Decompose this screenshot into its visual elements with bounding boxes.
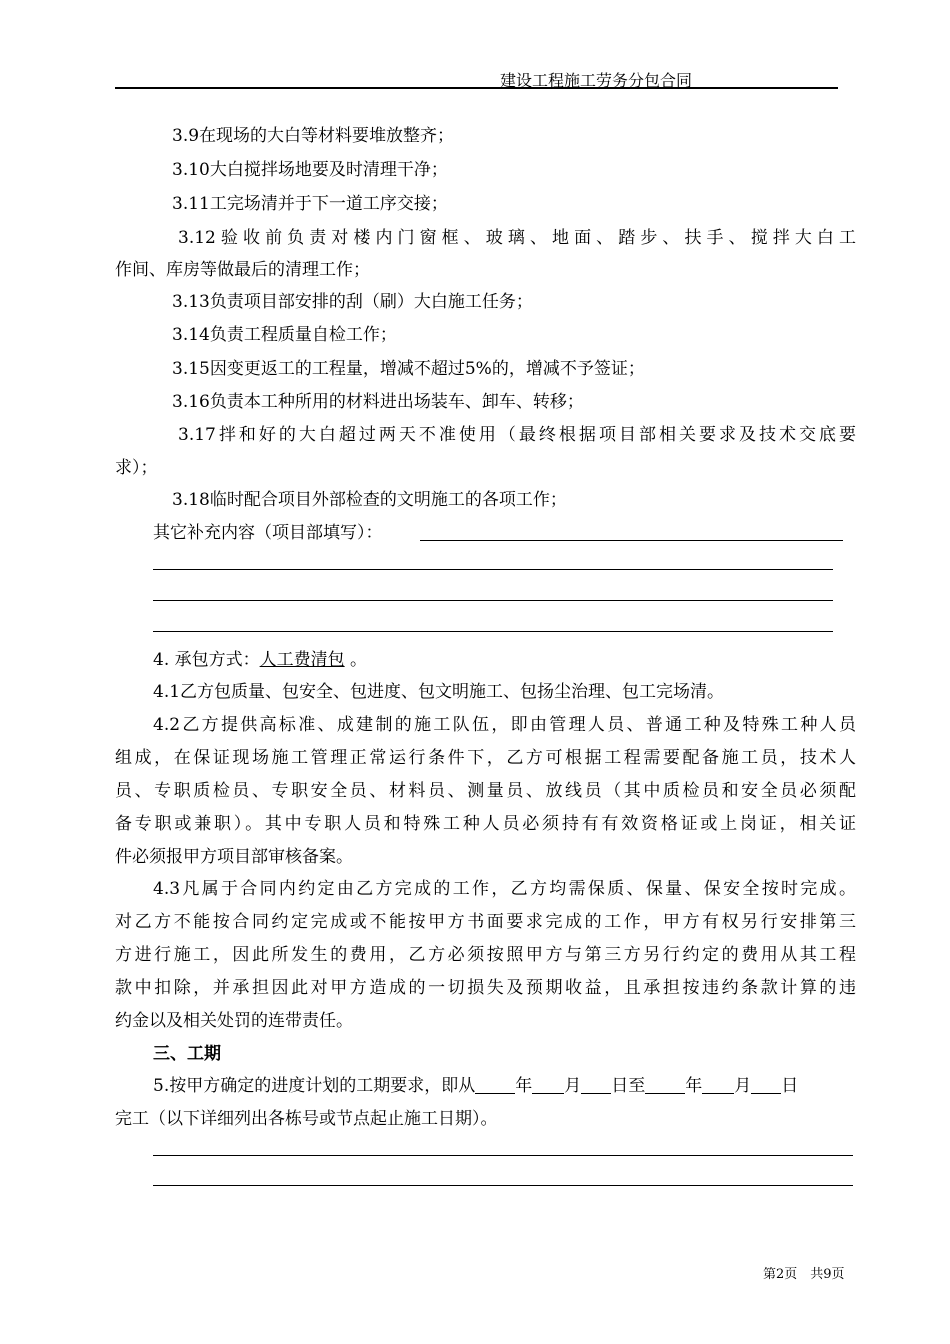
clause-3-17-line1: 3.17拌和好的大白超过两天不准使用（最终根据项目部相关要求及技术交底要 xyxy=(178,425,856,445)
clause-5-line1 xyxy=(153,1074,798,1098)
end-day-blank[interactable] xyxy=(751,1075,781,1094)
clause-3-13: 3.13负责项目部安排的刮（刷）大白施工任务； xyxy=(172,292,533,312)
start-day-to: 日至 xyxy=(611,1076,646,1096)
clause-3-11: 3.11工完场清并于下一道工序交接； xyxy=(172,194,448,214)
start-month-blank[interactable] xyxy=(532,1075,564,1094)
clause-4-3-line5: 约金以及相关处罚的连带责任。 xyxy=(115,1011,353,1031)
contract-mode-label: 4. 承包方式： xyxy=(153,650,260,670)
clause-3-9: 3.9在现场的大白等材料要堆放整齐； xyxy=(172,126,455,146)
start-year-blank[interactable] xyxy=(475,1075,515,1094)
section-3-heading: 三、工期 xyxy=(153,1044,221,1064)
start-year-unit: 年 xyxy=(515,1076,533,1096)
clause-5-line2: 完工（以下详细列出各栋号或节点起止施工日期）。 xyxy=(115,1109,498,1129)
clause-3-10: 3.10大白搅拌场地要及时清理干净； xyxy=(172,160,448,180)
clause-4-3-line2: 对乙方不能按合同约定完成或不能按甲方书面要求完成的工作，甲方有权另行安排第三 xyxy=(115,912,856,932)
clause-4-2-line2: 组成，在保证现场施工管理正常运行条件下，乙方可根据工程需要配备施工员，技术人 xyxy=(115,748,856,768)
end-day-unit: 日 xyxy=(781,1076,799,1096)
document-header-title: 建设工程施工劳务分包合同 xyxy=(500,71,693,90)
schedule-fill-line-1[interactable] xyxy=(153,1155,853,1156)
clause-5-lead: 5.按甲方确定的进度计划的工期要求，即从 xyxy=(153,1076,476,1096)
end-month-blank[interactable] xyxy=(702,1075,734,1094)
clause-4-3-line4: 款中扣除，并承担因此对甲方造成的一切损失及预期收益，且承担按违约条款计算的违 xyxy=(115,978,856,998)
end-year-unit: 年 xyxy=(685,1076,703,1096)
start-day-blank[interactable] xyxy=(581,1075,611,1094)
supplement-fill-line-2[interactable] xyxy=(153,569,833,570)
contract-mode-end: 。 xyxy=(350,650,368,670)
clause-4-2-line1: 4.2乙方提供高标准、成建制的施工队伍，即由管理人员、普通工种及特殊工种人员 xyxy=(153,715,856,735)
contract-mode-value: 人工费清包 xyxy=(259,650,345,670)
clause-4-3-line1: 4.3凡属于合同内约定由乙方完成的工作，乙方均需保质、保量、保安全按时完成。 xyxy=(153,879,856,899)
clause-3-17-line2: 求）； xyxy=(115,458,158,478)
clause-4-2-line4: 备专职或兼职）。其中专职人员和特殊工种人员必须持有有效资格证或上岗证，相关证 xyxy=(115,814,856,834)
clause-3-15: 3.15因变更返工的工程量，增减不超过5%的，增减不予签证； xyxy=(172,359,645,379)
clause-4-2-line3: 员、专职质检员、专职安全员、材料员、测量员、放线员（其中质检员和安全员必须配 xyxy=(115,781,856,801)
schedule-fill-line-2[interactable] xyxy=(153,1185,853,1186)
clause-3-14: 3.14负责工程质量自检工作； xyxy=(172,325,397,345)
clause-3-18: 3.18临时配合项目外部检查的文明施工的各项工作； xyxy=(172,490,567,510)
header-rule xyxy=(115,87,838,89)
clause-3-16: 3.16负责本工种所用的材料进出场装车、卸车、转移； xyxy=(172,392,584,412)
clause-4-2-line5: 件必须报甲方项目部审核备案。 xyxy=(115,847,353,867)
start-month-unit: 月 xyxy=(564,1076,582,1096)
supplement-fill-line-1[interactable] xyxy=(420,540,843,541)
page-number: 第2页 共9页 xyxy=(763,1267,845,1282)
end-month-unit: 月 xyxy=(734,1076,752,1096)
end-year-blank[interactable] xyxy=(645,1075,685,1094)
clause-4-3-line3: 方进行施工，因此所发生的费用，乙方必须按照甲方与第三方另行约定的费用从其工程 xyxy=(115,945,856,965)
clause-3-12-line2: 作间、库房等做最后的清理工作； xyxy=(115,260,370,280)
supplement-fill-line-3[interactable] xyxy=(153,600,833,601)
clause-4-1: 4.1乙方包质量、包安全、包进度、包文明施工、包扬尘治理、包工完场清。 xyxy=(153,682,725,702)
contract-mode-line xyxy=(153,648,367,672)
supplement-fill-line-4[interactable] xyxy=(153,631,833,632)
supplement-label: 其它补充内容（项目部填写）： xyxy=(153,523,383,543)
clause-3-12-line1: 3.12验收前负责对楼内门窗框、玻璃、地面、踏步、扶手、搅拌大白工 xyxy=(178,228,856,248)
